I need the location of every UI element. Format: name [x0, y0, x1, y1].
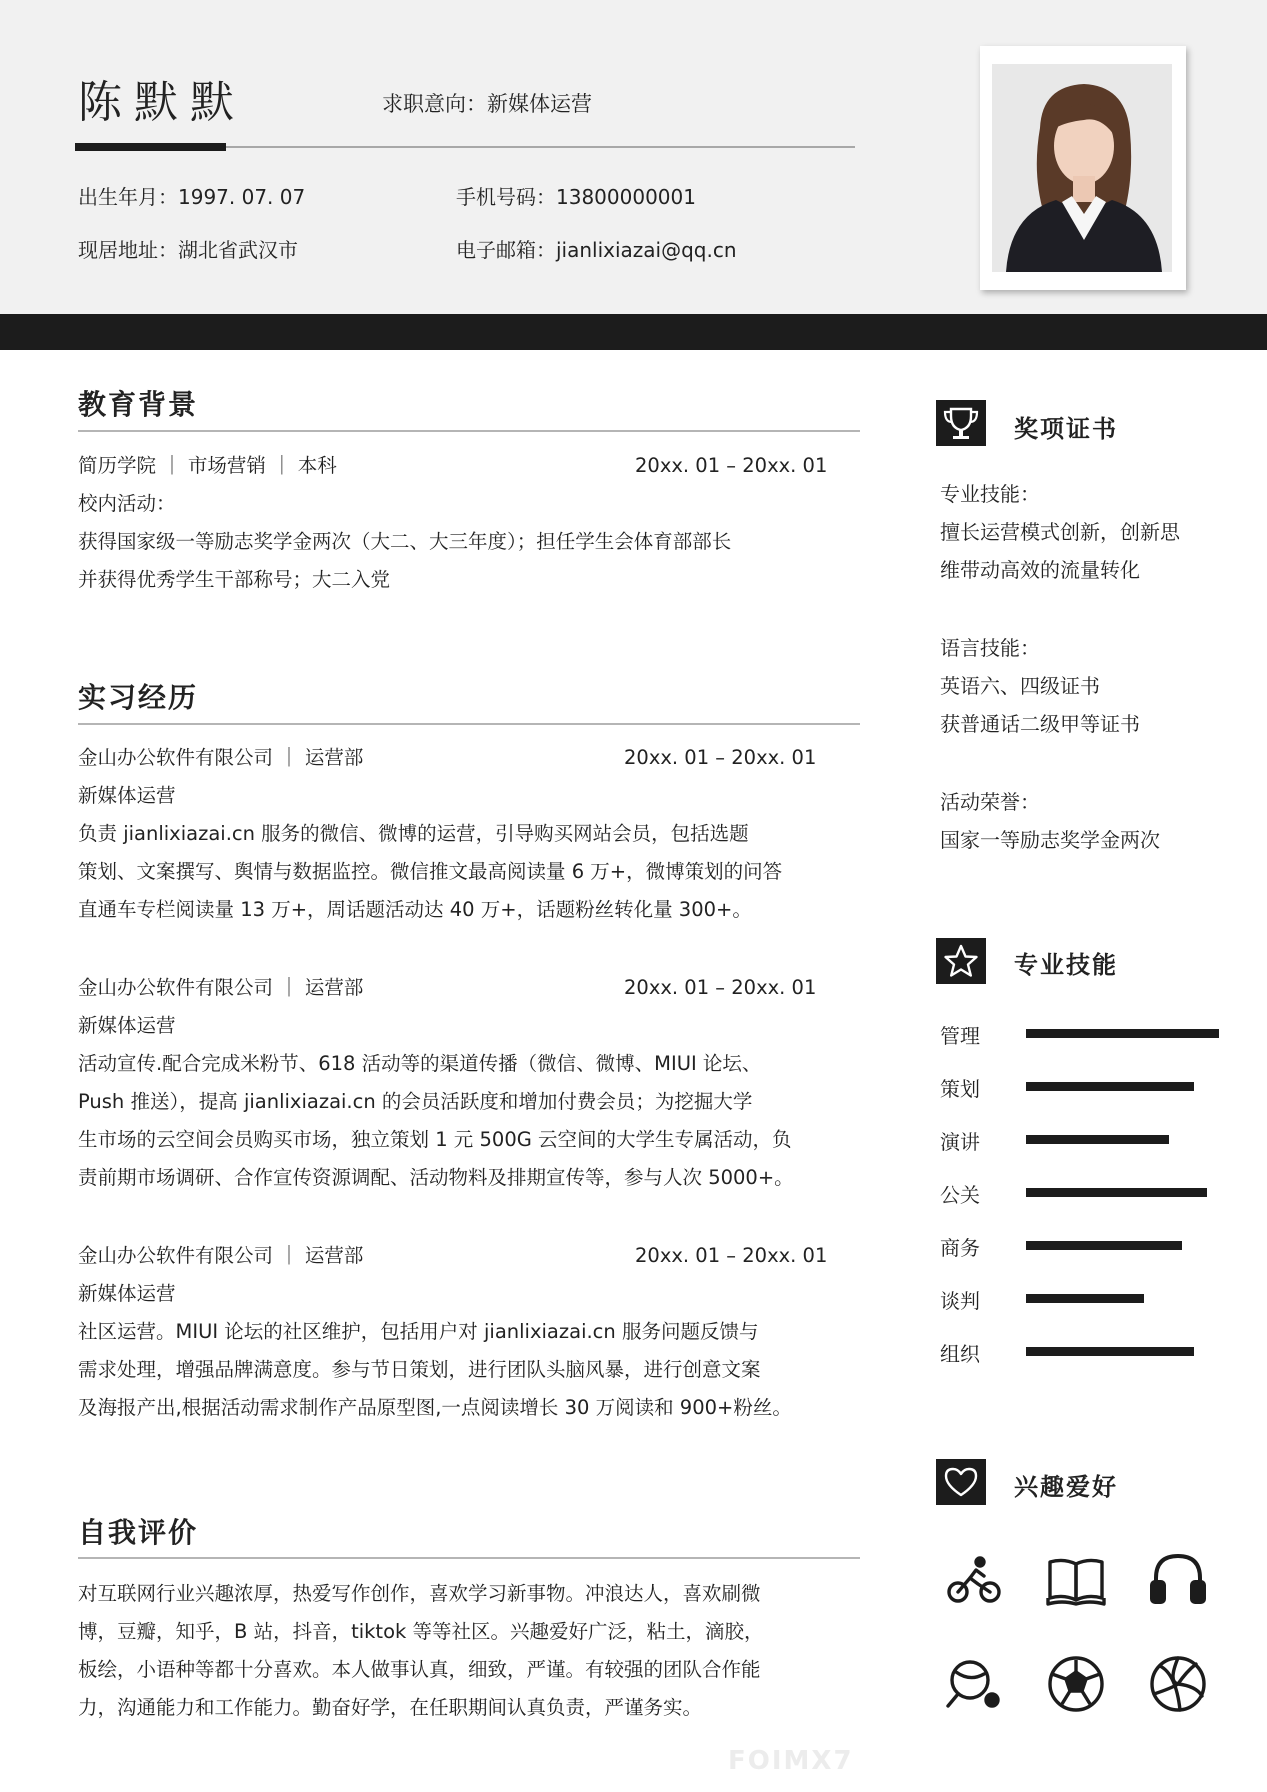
football-icon — [1044, 1652, 1108, 1716]
volleyball-icon — [1146, 1652, 1210, 1716]
awards-line: 语言技能： — [940, 636, 1040, 660]
internship-divider — [78, 723, 860, 725]
awards-line: 维带动高效的流量转化 — [940, 558, 1140, 582]
skill-bar — [1026, 1188, 1207, 1197]
education-divider — [78, 430, 860, 432]
skill-label: 演讲 — [940, 1130, 980, 1154]
internship-line: 责前期市场调研、合作宣传资源调配、活动物料及排期宣传等，参与人次 5000+。 — [78, 1166, 794, 1189]
internship-line: 社区运营。MIUI 论坛的社区维护，包括用户对 jianlixiazai.cn 服务问题反馈与 — [78, 1320, 759, 1343]
job-intent: 求职意向：新媒体运营 — [382, 92, 592, 116]
skill-bar — [1026, 1294, 1144, 1303]
skill-bar — [1026, 1347, 1194, 1356]
awards-line: 英语六、四级证书 — [940, 674, 1100, 698]
internship-role: 新媒体运营 — [78, 1282, 176, 1305]
internship-company: 金山办公软件有限公司 ｜ 运营部 — [78, 746, 364, 769]
star-icon — [936, 938, 986, 984]
reading-icon — [1044, 1548, 1108, 1612]
header-divider-accent — [75, 143, 226, 151]
self-eval-line: 对互联网行业兴趣浓厚，热爱写作创作，喜欢学习新事物。冲浪达人，喜欢刷微 — [78, 1582, 761, 1605]
education-line: 并获得优秀学生干部称号；大二入党 — [78, 568, 391, 591]
skill-label: 公关 — [940, 1183, 980, 1207]
skills-title: 专业技能 — [1014, 951, 1118, 979]
internship-role: 新媒体运营 — [78, 784, 176, 807]
self-eval-title: 自我评价 — [78, 1516, 199, 1549]
skill-label: 商务 — [940, 1236, 980, 1260]
internship-line: 生市场的云空间会员购买市场，独立策划 1 元 500G 云空间的大学生专属活动，负 — [78, 1128, 792, 1151]
trophy-icon — [936, 400, 986, 446]
watermark-logo: FOIMX7 — [728, 1746, 854, 1776]
internship-line: 负责 jianlixiazai.cn 服务的微信、微博的运营，引导购买网站会员，包括选题 — [78, 822, 749, 845]
education-activity-label: 校内活动： — [78, 492, 176, 515]
profile-photo-frame — [980, 46, 1186, 290]
internship-title: 实习经历 — [78, 681, 199, 714]
internship-line: 直通车专栏阅读量 13 万+，周话题活动达 40 万+，话题粉丝转化量 300+。 — [78, 898, 752, 921]
skill-label: 策划 — [940, 1077, 980, 1101]
awards-line: 获普通话二级甲等证书 — [940, 712, 1140, 736]
education-title: 教育背景 — [78, 388, 199, 421]
birth-date: 出生年月：1997. 07. 07 — [78, 185, 306, 209]
skill-label: 组织 — [940, 1342, 980, 1366]
education-line: 获得国家级一等励志奖学金两次（大二、大三年度）；担任学生会体育部部长 — [78, 530, 732, 553]
internship-date: 20xx. 01 – 20xx. 01 — [635, 1244, 828, 1267]
email: 电子邮箱：jianlixiazai@qq.cn — [456, 238, 737, 262]
music-icon — [1146, 1548, 1210, 1612]
skill-bar — [1026, 1029, 1219, 1038]
internship-line: 活动宣传.配合完成米粉节、618 活动等的渠道传播（微信、微博、MIUI 论坛、 — [78, 1052, 762, 1075]
internship-line: 策划、文案撰写、舆情与数据监控。微信推文最高阅读量 6 万+，微博策划的问答 — [78, 860, 783, 883]
self-eval-line: 力，沟通能力和工作能力。勤奋好学，在任职期间认真负责，严谨务实。 — [78, 1696, 703, 1719]
internship-date: 20xx. 01 – 20xx. 01 — [624, 746, 817, 769]
candidate-name: 陈默默 — [78, 77, 246, 128]
awards-title: 奖项证书 — [1014, 415, 1118, 443]
phone-number: 手机号码：13800000001 — [456, 185, 696, 209]
skill-bar — [1026, 1241, 1182, 1250]
header-black-band — [0, 314, 1267, 350]
internship-line: 及海报产出,根据活动需求制作产品原型图,一点阅读增长 30 万阅读和 900+粉丝。 — [78, 1396, 792, 1419]
awards-line: 擅长运营模式创新，创新思 — [940, 520, 1180, 544]
hobbies-title: 兴趣爱好 — [1014, 1473, 1118, 1501]
address: 现居地址：湖北省武汉市 — [78, 238, 298, 262]
self-eval-line: 博，豆瓣，知乎，B 站，抖音，tiktok 等等社区。兴趣爱好广泛，粘土，滴胶， — [78, 1620, 764, 1643]
internship-line: Push 推送），提高 jianlixiazai.cn 的会员活跃度和增加付费会员；为挖掘大学 — [78, 1090, 753, 1113]
education-date: 20xx. 01 – 20xx. 01 — [635, 454, 828, 477]
skill-bar — [1026, 1082, 1194, 1091]
skill-label: 管理 — [940, 1024, 980, 1048]
awards-line: 专业技能： — [940, 482, 1040, 506]
skill-label: 谈判 — [940, 1289, 980, 1313]
cycling-icon — [942, 1548, 1006, 1612]
profile-photo — [992, 64, 1172, 272]
skill-bar — [1026, 1135, 1169, 1144]
internship-line: 需求处理，增强品牌满意度。参与节日策划，进行团队头脑风暴，进行创意文案 — [78, 1358, 761, 1381]
internship-company: 金山办公软件有限公司 ｜ 运营部 — [78, 1244, 364, 1267]
internship-date: 20xx. 01 – 20xx. 01 — [624, 976, 817, 999]
heart-icon — [936, 1459, 986, 1505]
awards-line: 国家一等励志奖学金两次 — [940, 828, 1160, 852]
education-school: 简历学院 ｜ 市场营销 ｜ 本科 — [78, 454, 337, 477]
table-tennis-icon — [942, 1652, 1006, 1716]
self-eval-divider — [78, 1557, 860, 1559]
internship-role: 新媒体运营 — [78, 1014, 176, 1037]
self-eval-line: 板绘，小语种等都十分喜欢。本人做事认真，细致，严谨。有较强的团队合作能 — [78, 1658, 761, 1681]
awards-line: 活动荣誉： — [940, 790, 1040, 814]
internship-company: 金山办公软件有限公司 ｜ 运营部 — [78, 976, 364, 999]
